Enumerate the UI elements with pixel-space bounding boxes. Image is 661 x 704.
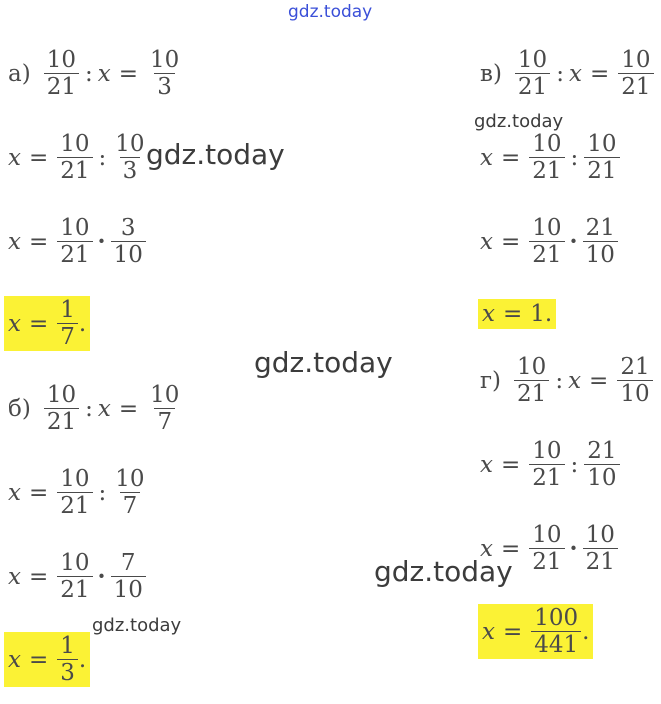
fraction: $\frac{10}{21}$: [529, 132, 564, 183]
fraction: $\frac{10}{21}$: [57, 467, 92, 518]
fraction: $\frac{21}{10}$: [583, 216, 618, 267]
problem-a-line-3: x = $\frac{10}{21}$ · $\frac{3}{10}$: [8, 216, 147, 267]
fraction: $\frac{1}{3}$: [57, 634, 78, 685]
fraction: $\frac{10}{7}$: [150, 382, 180, 436]
watermark: gdz.today: [92, 615, 182, 636]
problem-g-line-1: г) $\frac{10}{21}$ : x = $\frac{21}{10}$: [480, 355, 654, 406]
fraction: $\frac{10}{21}$: [529, 439, 564, 490]
problem-v-answer: x = 1 .: [478, 299, 556, 329]
fraction: $\frac{10}{21}$: [57, 132, 92, 183]
fraction: $\frac{10}{21}$: [44, 48, 79, 99]
problem-label: в): [480, 60, 502, 87]
problem-g-answer: x = $\frac{100}{441}$ .: [478, 604, 593, 659]
fraction: $\frac{10}{21}$: [44, 383, 79, 434]
problem-v-line-2: x = $\frac{10}{21}$ : $\frac{10}{21}$: [480, 132, 621, 183]
fraction: $\frac{10}{7}$: [115, 466, 145, 520]
problem-label: а): [8, 60, 31, 87]
problem-g-line-3: x = $\frac{10}{21}$ · $\frac{10}{21}$: [480, 523, 619, 574]
fraction: $\frac{21}{10}$: [617, 355, 652, 406]
fraction: $\frac{10}{21}$: [583, 523, 618, 574]
fraction: $\frac{10}{21}$: [529, 216, 564, 267]
fraction: $\frac{100}{441}$: [531, 606, 581, 657]
fraction: $\frac{7}{10}$: [111, 551, 146, 602]
watermark: gdz.today: [374, 555, 513, 588]
fraction: $\frac{10}{21}$: [515, 48, 550, 99]
problem-label: г): [480, 367, 502, 394]
problem-b-answer: x = $\frac{1}{3}$ .: [4, 632, 90, 687]
fraction: $\frac{10}{21}$: [618, 48, 653, 99]
problem-label: б): [8, 395, 31, 422]
problem-a-answer: x = $\frac{1}{7}$ .: [4, 296, 90, 351]
problem-v-line-1: в) $\frac{10}{21}$ : x = $\frac{10}{21}$: [480, 48, 655, 99]
fraction: $\frac{1}{7}$: [57, 298, 78, 349]
problem-b-line-2: x = $\frac{10}{21}$ : $\frac{10}{7}$: [8, 467, 149, 518]
problem-g-line-2: x = $\frac{10}{21}$ : $\frac{21}{10}$: [480, 439, 621, 490]
problem-b-line-3: x = $\frac{10}{21}$ · $\frac{7}{10}$: [8, 551, 147, 602]
fraction: $\frac{10}{21}$: [514, 355, 549, 406]
problem-v-line-3: x = $\frac{10}{21}$ · $\frac{21}{10}$: [480, 216, 619, 267]
watermark: gdz.today: [474, 111, 564, 132]
fraction: $\frac{10}{21}$: [529, 523, 564, 574]
fraction: $\frac{10}{21}$: [57, 551, 92, 602]
problem-a-line-2: x = $\frac{10}{21}$ : $\frac{10}{3}$: [8, 132, 149, 183]
watermark: gdz.today: [146, 138, 285, 171]
problem-b-line-1: б) $\frac{10}{21}$ : x = $\frac{10}{7}$: [8, 383, 183, 434]
fraction: $\frac{10}{3}$: [115, 131, 145, 185]
fraction: $\frac{21}{10}$: [584, 439, 619, 490]
watermark-top: gdz.today: [288, 2, 373, 22]
watermark: gdz.today: [254, 346, 393, 379]
fraction: $\frac{10}{21}$: [584, 132, 619, 183]
fraction: $\frac{10}{3}$: [149, 47, 180, 101]
fraction: $\frac{3}{10}$: [111, 216, 146, 267]
problem-a-line-1: а) $\frac{10}{21}$ : x = $\frac{10}{3}$: [8, 48, 183, 99]
fraction: $\frac{10}{21}$: [57, 216, 92, 267]
